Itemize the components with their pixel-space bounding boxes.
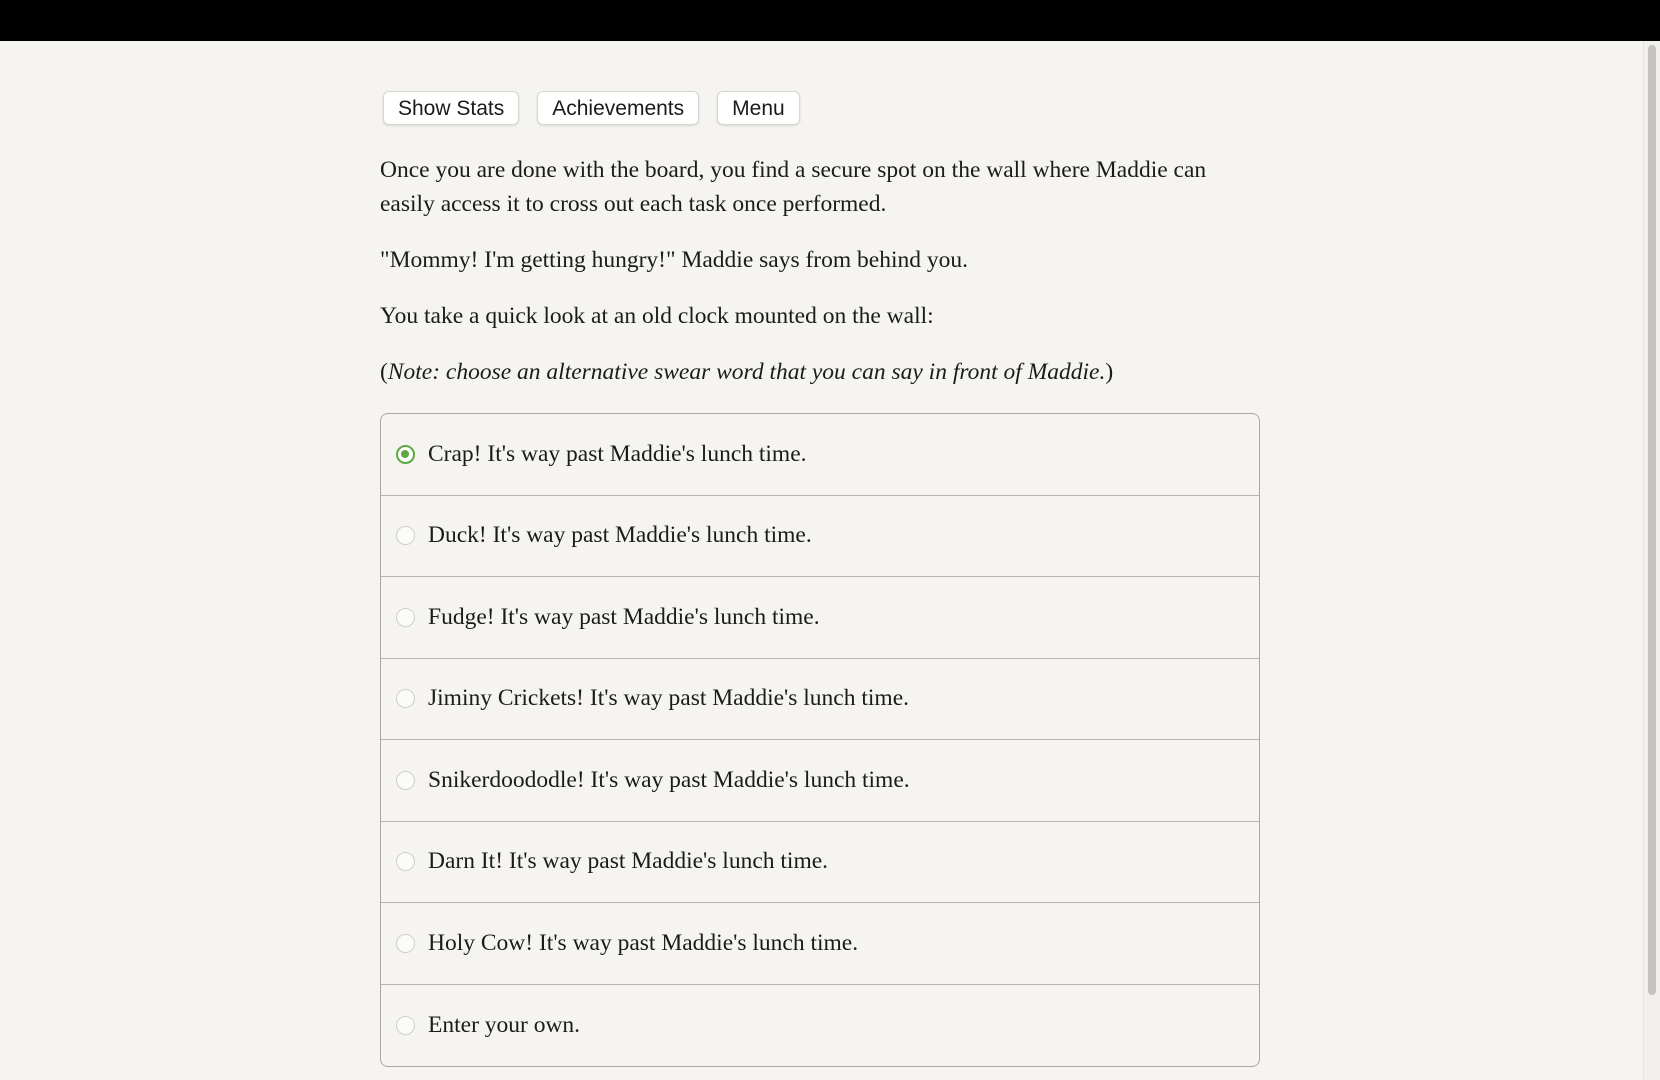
story-paragraph: Once you are done with the board, you find a secure spot on the wall where Maddie can easily access it to cross out each task once performed. — [380, 157, 1207, 217]
story-paragraph: You take a quick look at an old clock mounted on the wall: — [380, 303, 934, 329]
story-content — [380, 91, 1262, 1067]
radio-icon[interactable] — [396, 689, 415, 708]
scrollbar-thumb[interactable] — [1648, 45, 1656, 995]
top-bar — [0, 0, 1660, 41]
radio-icon[interactable] — [396, 852, 415, 871]
choice-option[interactable] — [381, 985, 1259, 1067]
choice-label: Enter your own. — [428, 1011, 581, 1038]
choice-option[interactable] — [381, 659, 1259, 741]
note-paragraph — [380, 355, 1262, 389]
radio-icon[interactable] — [396, 608, 415, 627]
choice-option[interactable] — [381, 496, 1259, 578]
choice-option[interactable] — [381, 414, 1259, 496]
achievements-button[interactable]: Achievements — [537, 91, 699, 125]
choice-label: Darn It! It's way past Maddie's lunch time. — [428, 848, 829, 875]
note-close-paren: ) — [1105, 359, 1114, 385]
choice-option[interactable] — [381, 577, 1259, 659]
choice-option[interactable] — [381, 903, 1259, 985]
show-stats-button[interactable]: Show Stats — [383, 91, 519, 125]
radio-icon[interactable] — [396, 1016, 415, 1035]
radio-selected-icon[interactable] — [396, 445, 415, 464]
page — [0, 41, 1644, 1080]
choice-label: Fudge! It's way past Maddie's lunch time. — [428, 603, 820, 630]
choice-label: Duck! It's way past Maddie's lunch time. — [428, 522, 812, 549]
note-text: Note: choose an alternative swear word that you can say in front of Maddie. — [387, 359, 1106, 385]
vertical-scrollbar[interactable] — [1643, 41, 1660, 1080]
story-paragraph: "Mommy! I'm getting hungry!" Maddie says from behind you. — [380, 247, 968, 273]
choice-option[interactable] — [381, 822, 1259, 904]
note-open-paren: ( — [380, 359, 388, 385]
radio-icon[interactable] — [396, 934, 415, 953]
choice-label: Jiminy Crickets! It's way past Maddie's lunch time. — [428, 685, 910, 712]
radio-icon[interactable] — [396, 526, 415, 545]
choice-label: Crap! It's way past Maddie's lunch time. — [428, 440, 807, 467]
choice-list — [380, 413, 1260, 1067]
radio-icon[interactable] — [396, 771, 415, 790]
choice-label: Holy Cow! It's way past Maddie's lunch time. — [428, 929, 859, 956]
menu-button[interactable]: Menu — [717, 91, 800, 125]
choice-option[interactable] — [381, 740, 1259, 822]
choice-label: Snikerdoododle! It's way past Maddie's lunch time. — [428, 766, 910, 793]
toolbar — [383, 91, 1262, 127]
